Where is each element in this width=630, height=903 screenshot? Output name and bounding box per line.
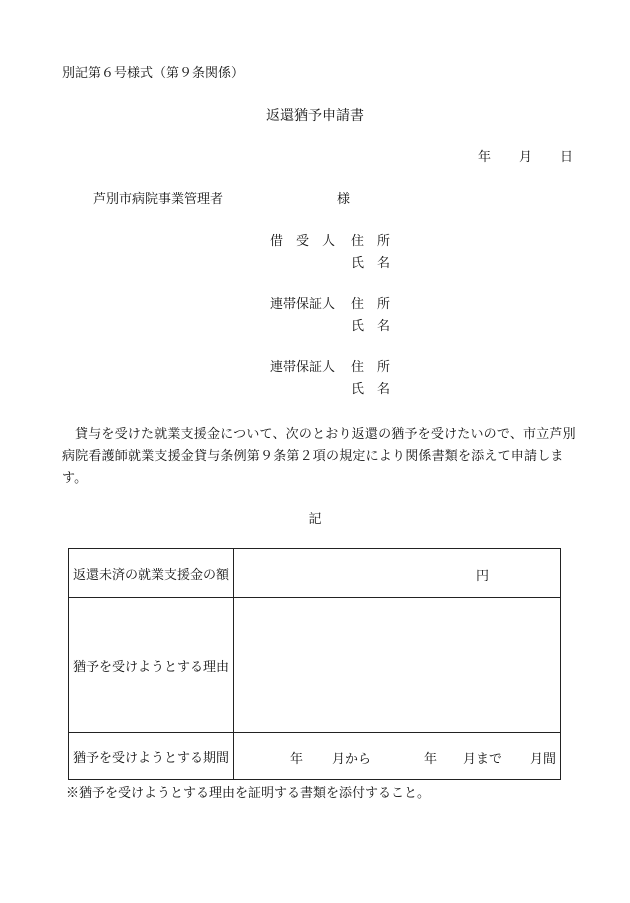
address-label: 住 所 [351,234,391,249]
application-body-text: 貸与を受けた就業支援金について、次のとおり返還の猶予を受けたいので、市立芦別病院看護師就業支援金貸与条例第９条第２項の規定により関係書類を添えて申請します。 [62,427,576,486]
addressee [93,192,351,208]
party-role: 連帯保証人 [270,360,336,375]
amount-label: 返還未済の就業支援金の額 [69,549,234,598]
period-label: 猶予を受けようとする期間 [69,733,234,780]
amount-field[interactable] [234,549,561,598]
reason-field[interactable] [234,598,561,733]
date-day: 日 [560,150,574,165]
party-role: 連帯保証人 [270,297,336,312]
period-field[interactable] [234,733,561,780]
table-row-amount [69,549,561,598]
name-label: 氏 名 [351,256,391,271]
address-label: 住 所 [351,297,391,312]
document-title: 返還猶予申請書 [266,108,364,124]
table-row-period [69,733,561,780]
period-start-year: 年 [290,752,304,767]
name-label: 氏 名 [351,319,391,334]
name-label: 氏 名 [351,382,391,397]
table-row-reason [69,598,561,733]
application-table [68,548,561,780]
attachment-note: ※猶予を受けようとする理由を証明する書類を添付すること。 [66,786,431,801]
period-end-year: 年 [424,752,438,767]
ki-heading: 記 [308,512,322,527]
address-label: 住 所 [351,360,391,375]
reason-label: 猶予を受けようとする理由 [69,598,234,733]
party-role: 借 受 人 [270,234,336,249]
date-line [478,150,573,166]
period-months: 月間 [530,752,557,767]
yen-unit: 円 [476,569,490,584]
period-start-month: 月から [332,752,372,767]
form-id: 別記第６号様式（第９条関係） [62,66,245,81]
date-month: 月 [519,150,533,165]
addressee-name: 芦別市病院事業管理者 [93,192,224,207]
date-year: 年 [478,150,492,165]
addressee-honorific: 様 [337,192,351,207]
period-end-month: 月まで [463,752,503,767]
